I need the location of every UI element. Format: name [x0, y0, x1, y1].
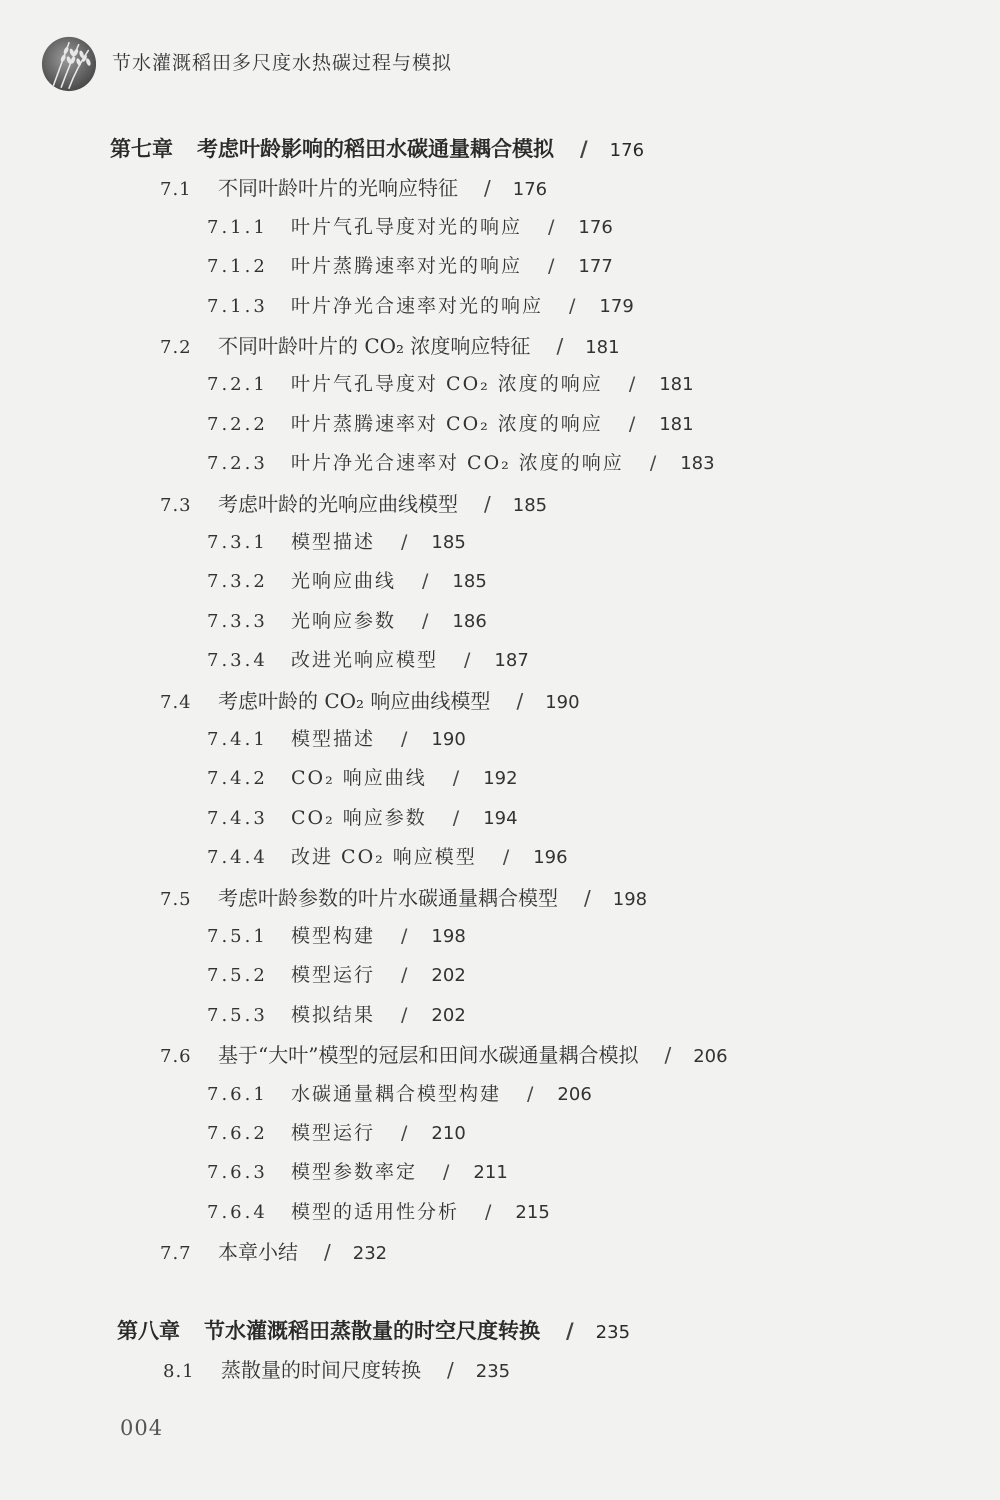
toc-entry-title: 本章小结 — [218, 1240, 298, 1265]
toc-entry-subsection[interactable] — [207, 291, 634, 318]
toc-separator: / — [447, 1358, 454, 1382]
toc-entry-number: 7.3.2 — [207, 571, 268, 593]
toc-entry-page: 206 — [557, 1083, 592, 1105]
toc-entry-chapter[interactable] — [110, 133, 644, 163]
toc-separator: / — [628, 373, 638, 396]
toc-separator: / — [485, 1200, 494, 1223]
toc-separator: / — [580, 137, 588, 161]
toc-entry-section[interactable] — [160, 488, 547, 517]
toc-entry-title: CO₂ 响应参数 — [291, 806, 427, 829]
toc-entry-page: 202 — [431, 965, 466, 987]
toc-entry-number: 7.5.2 — [207, 965, 268, 987]
toc-entry-title: 改进 CO₂ 响应模型 — [291, 846, 477, 869]
toc-separator: / — [502, 846, 512, 869]
toc-separator: / — [401, 925, 410, 947]
page-number: 004 — [120, 1416, 164, 1440]
toc-entry-section[interactable] — [160, 1236, 387, 1265]
toc-separator: / — [548, 215, 557, 238]
toc-entry-page: 176 — [512, 179, 548, 201]
toc-entry-subsection[interactable] — [207, 763, 518, 790]
toc-entry-page: 194 — [483, 807, 518, 829]
toc-entry-subsection[interactable] — [207, 251, 613, 278]
toc-entry-title: 考虑叶龄参数的叶片水碳通量耦合模型 — [218, 885, 558, 910]
toc-entry-page: 198 — [612, 888, 648, 910]
toc-entry-section[interactable] — [160, 330, 620, 359]
toc-entry-page: 198 — [431, 926, 466, 947]
toc-entry-title: 模型运行 — [291, 964, 376, 987]
toc-entry-number: 7.4.4 — [207, 847, 268, 869]
toc-entry-page: 196 — [533, 847, 568, 869]
toc-entry-title: 模型参数率定 — [291, 1161, 418, 1184]
toc-entry-page: 179 — [599, 295, 634, 317]
toc-separator: / — [401, 531, 410, 553]
toc-entry-subsection[interactable] — [207, 527, 466, 554]
toc-entry-title: 模拟结果 — [291, 1003, 376, 1026]
toc-entry-number: 7.4.1 — [207, 729, 268, 750]
toc-entry-title: 模型构建 — [291, 925, 376, 947]
toc-entry-number: 8.1 — [163, 1361, 195, 1382]
toc-entry-number: 7.1 — [160, 179, 192, 201]
toc-separator: / — [452, 806, 462, 829]
toc-entry-page: 206 — [693, 1046, 728, 1068]
toc-entry-page: 176 — [578, 216, 613, 238]
toc-entry-subsection[interactable] — [207, 1079, 592, 1106]
toc-entry-page: 232 — [352, 1243, 388, 1265]
toc-separator: / — [516, 688, 524, 713]
toc-entry-page: 192 — [483, 768, 518, 790]
toc-entry-page: 215 — [515, 1201, 550, 1223]
toc-separator: / — [628, 412, 638, 435]
toc-entry-number: 7.5 — [160, 888, 192, 910]
toc-separator: / — [401, 1122, 410, 1144]
toc-entry-title: 节水灌溉稻田蒸散量的时空尺度转换 — [204, 1318, 540, 1343]
toc-separator: / — [422, 570, 431, 593]
toc-separator: / — [649, 452, 659, 475]
toc-entry-title: 考虑叶龄影响的稻田水碳通量耦合模拟 — [197, 137, 554, 161]
toc-entry-page: 181 — [659, 374, 694, 396]
toc-entry-number: 7.1.3 — [207, 295, 268, 317]
toc-entry-page: 176 — [609, 140, 645, 161]
toc-separator: / — [556, 334, 564, 358]
toc-entry-title: 模型描述 — [291, 531, 376, 553]
toc-entry-subsection[interactable] — [207, 1118, 466, 1145]
toc-entry-page: 210 — [431, 1123, 466, 1144]
toc-entry-title: 模型的适用性分析 — [291, 1200, 460, 1223]
toc-entry-section[interactable] — [160, 685, 580, 714]
toc-entry-number: 7.3.4 — [207, 650, 268, 672]
toc-entry-chapter[interactable] — [117, 1315, 630, 1345]
toc-entry-number: 7.6 — [160, 1046, 192, 1068]
toc-entry-title: 叶片气孔导度对光的响应 — [291, 215, 523, 238]
toc-separator: / — [569, 294, 578, 317]
toc-entry-title: 考虑叶龄的 CO₂ 响应曲线模型 — [218, 688, 491, 713]
toc-separator: / — [443, 1161, 452, 1184]
toc-separator: / — [664, 1043, 672, 1068]
toc-separator: / — [527, 1082, 536, 1105]
toc-entry-number: 7.5.3 — [207, 1004, 268, 1026]
toc-separator: / — [584, 885, 591, 910]
toc-separator: / — [401, 728, 410, 750]
toc-entry-number: 7.2 — [160, 337, 192, 358]
toc-entry-page: 183 — [680, 453, 715, 475]
toc-separator: / — [422, 609, 431, 632]
toc-entry-subsection[interactable] — [207, 1000, 466, 1027]
toc-separator: / — [484, 176, 491, 201]
toc-entry-page: 187 — [494, 650, 529, 672]
toc-entry-title: 光响应参数 — [291, 609, 397, 632]
toc-entry-section[interactable] — [163, 1354, 510, 1383]
toc-entry-subsection[interactable] — [207, 1157, 508, 1184]
toc-entry-number: 7.2.1 — [207, 374, 268, 396]
toc-entry-number: 7.5.1 — [207, 926, 268, 947]
toc-separator: / — [484, 491, 491, 516]
toc-entry-subsection[interactable] — [207, 842, 568, 869]
toc-entry-title: 不同叶龄叶片的光响应特征 — [218, 176, 458, 201]
toc-entry-number: 7.7 — [160, 1243, 192, 1265]
toc-entry-page: 185 — [452, 571, 487, 593]
toc-entry-title: 叶片蒸腾速率对 CO₂ 浓度的响应 — [291, 412, 603, 435]
toc-entry-title: 叶片净光合速率对 CO₂ 浓度的响应 — [291, 452, 624, 475]
toc-entry-title: 考虑叶龄的光响应曲线模型 — [218, 491, 458, 516]
toc-entry-page: 211 — [473, 1162, 508, 1184]
toc-separator: / — [401, 1003, 410, 1026]
toc-separator: / — [452, 767, 462, 790]
toc-entry-subsection[interactable] — [207, 212, 613, 239]
toc-entry-title: 模型描述 — [291, 728, 376, 750]
toc-entry-title: 水碳通量耦合模型构建 — [291, 1082, 502, 1105]
toc-entry-number: 7.2.3 — [207, 453, 268, 475]
toc-entry-title: 叶片蒸腾速率对光的响应 — [291, 255, 523, 278]
book-title: 节水灌溉稻田多尺度水热碳过程与模拟 — [112, 51, 453, 74]
toc-entry-number: 7.3.1 — [207, 532, 268, 553]
toc-entry-subsection[interactable] — [207, 921, 466, 948]
toc-entry-subsection[interactable] — [207, 1197, 550, 1224]
toc-entry-number: 7.4 — [160, 691, 192, 713]
toc-entry-number: 7.1.2 — [207, 256, 268, 278]
toc-separator: / — [566, 1318, 574, 1343]
toc-entry-section[interactable] — [160, 172, 547, 201]
toc-separator: / — [324, 1240, 331, 1265]
toc-entry-section[interactable] — [160, 882, 647, 911]
toc-entry-subsection[interactable] — [207, 369, 694, 396]
toc-entry-section[interactable] — [160, 1039, 728, 1068]
toc-entry-title: 基于“大叶”模型的冠层和田间水碳通量耦合模拟 — [218, 1043, 639, 1068]
toc-entry-page: 181 — [659, 413, 694, 435]
toc-entry-number: 7.3 — [160, 494, 192, 516]
toc-entry-number: 7.6.4 — [207, 1201, 268, 1223]
toc-entry-subsection[interactable] — [207, 645, 529, 672]
toc-entry-number: 7.4.2 — [207, 768, 268, 790]
toc-entry-subsection[interactable] — [207, 606, 487, 633]
toc-separator: / — [548, 255, 557, 278]
toc-entry-page: 185 — [431, 532, 466, 553]
toc-entry-title: 叶片净光合速率对光的响应 — [291, 294, 544, 317]
toc-separator: / — [401, 964, 410, 987]
toc-entry-title: CO₂ 响应曲线 — [291, 767, 427, 790]
toc-entry-number: 第八章 — [117, 1318, 180, 1343]
toc-entry-subsection[interactable] — [207, 724, 466, 751]
toc-entry-number: 7.6.2 — [207, 1123, 268, 1144]
toc-entry-number: 第七章 — [110, 137, 173, 161]
toc-separator: / — [464, 649, 473, 672]
toc-entry-page: 235 — [595, 1321, 631, 1343]
toc-entry-number: 7.2.2 — [207, 413, 268, 435]
toc-entry-subsection[interactable] — [207, 566, 487, 593]
toc-entry-page: 202 — [431, 1004, 466, 1026]
toc-entry-page: 181 — [585, 337, 620, 358]
toc-entry-title: 光响应曲线 — [291, 570, 397, 593]
toc-entry-subsection[interactable] — [207, 409, 694, 436]
toc-entry-page: 177 — [578, 256, 613, 278]
toc-entry-subsection[interactable] — [207, 448, 715, 475]
toc-entry-number: 7.4.3 — [207, 807, 268, 829]
toc-entry-title: 模型运行 — [291, 1122, 376, 1144]
toc-entry-number: 7.3.3 — [207, 610, 268, 632]
toc-entry-title: 叶片气孔导度对 CO₂ 浓度的响应 — [291, 373, 603, 396]
toc-entry-subsection[interactable] — [207, 960, 466, 987]
toc-entry-page: 235 — [475, 1361, 511, 1382]
toc-entry-page: 186 — [452, 610, 487, 632]
toc-entry-page: 190 — [545, 691, 580, 713]
toc-entry-number: 7.6.1 — [207, 1083, 268, 1105]
toc-entry-number: 7.1.1 — [207, 216, 268, 238]
toc-entry-subsection[interactable] — [207, 803, 518, 830]
toc-entry-page: 190 — [431, 729, 466, 750]
toc-entry-title: 改进光响应模型 — [291, 649, 439, 672]
toc-entry-title: 不同叶龄叶片的 CO₂ 浓度响应特征 — [218, 334, 531, 358]
toc-entry-page: 185 — [512, 494, 548, 516]
toc-entry-title: 蒸散量的时间尺度转换 — [221, 1358, 421, 1382]
toc-entry-number: 7.6.3 — [207, 1162, 268, 1184]
